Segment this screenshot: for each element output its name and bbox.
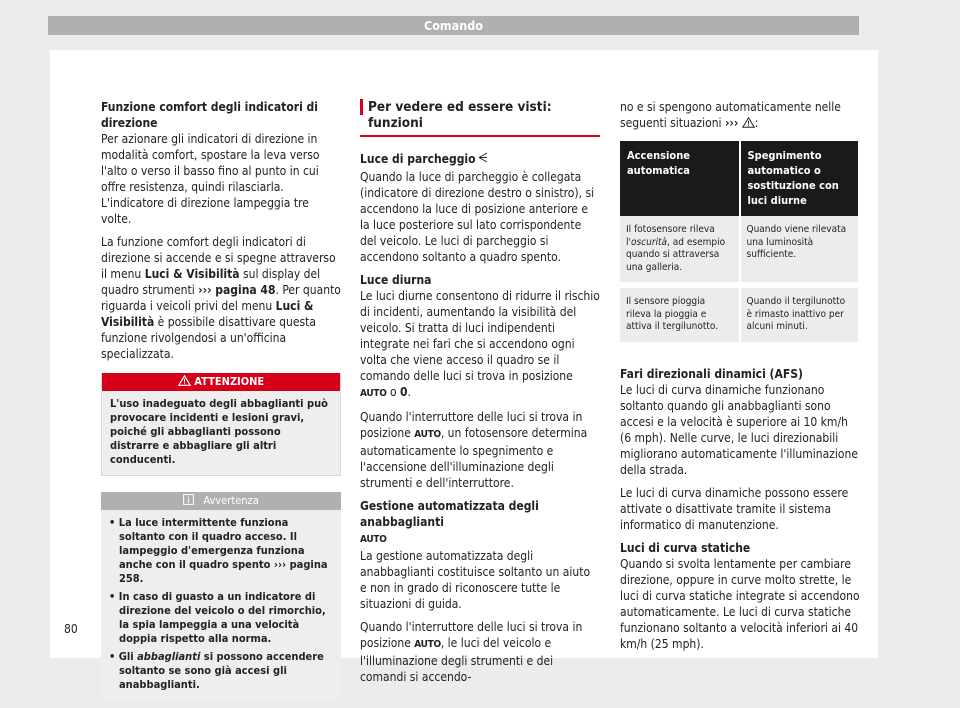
list-item: • Gli abbaglianti si possono accendere soltanto se sono già accesi gli anabbaglianti. xyxy=(109,650,324,691)
text: o xyxy=(386,385,401,399)
text: Il fotosensore rileva l' xyxy=(626,224,715,248)
paragraph: Quando la luce di parcheggio è collegata (indicatore di direzione destro o sinistro), si accendono la luce di posizione anteriore e la luce posteriore sul lato corrispondente del veicolo. Le luci di parcheggio si accendono soltanto a quadro spento. xyxy=(360,170,595,264)
text: : xyxy=(754,116,759,130)
paragraph xyxy=(360,619,600,685)
column-right xyxy=(620,99,860,659)
auto-position-label: AUTO xyxy=(414,639,441,650)
paragraph: Le luci di curva dinamiche funzionano soltanto quando gli anabbaglianti sono accesi e la velocità è superiore ai 10 km/h (6 mph). Nelle curve, le luci direzionabili migliorano automaticamente l'illuminazione della strada. xyxy=(620,382,858,477)
note-box xyxy=(101,492,341,700)
reference-arrows: ››› xyxy=(724,116,739,130)
menu-name: Luci & Visibilità xyxy=(144,267,240,281)
column-middle xyxy=(360,99,600,692)
text: La luce intermittente funziona soltanto con il quadro acceso. Il lampeggio d'emergenza funziona anche con il quadro spento xyxy=(118,516,305,571)
text: no e si spengono automaticamente nelle seguenti situazioni xyxy=(620,100,841,130)
warning-triangle-icon xyxy=(178,375,194,388)
table-header-row xyxy=(620,141,859,216)
table-cell: Quando il tergilunotto è rimasto inattivo per alcuni minuti. xyxy=(740,285,860,345)
table-cell: Quando viene rilevata una luminosità sufficiente. xyxy=(740,216,860,285)
section-title-text: Per vedere ed essere visti: funzioni xyxy=(368,99,552,131)
auto-position-label: AUTO xyxy=(360,534,387,545)
light-conditions-table xyxy=(620,141,860,348)
text: Le luci diurne consentono di ridurre il rischio di incidenti, aumentando la visibilità del veicolo. Si tratta di luci indipendenti integrate nei fari che si accendono ogni volta che viene acceso il quadro se il comando delle luci si trova in posizione xyxy=(360,289,600,383)
page-number: 80 xyxy=(64,622,78,636)
auto-position-label: AUTO xyxy=(414,429,441,440)
text: . xyxy=(407,385,411,399)
paragraph: La gestione automatizzata degli anabbaglianti costituisce soltanto un aiuto e non in grado di riconoscere tutte le situazioni di guida. xyxy=(360,549,591,611)
zero-position-label: 0 xyxy=(400,385,408,399)
text: sul display del quadro strumenti xyxy=(101,267,321,297)
heading-comfort-indicators: Funzione comfort degli indicatori di direzione xyxy=(101,100,318,130)
paragraph: Per azionare gli indicatori di direzione in modalità comfort, spostare la leva verso l'alto o verso il basso fino al punto in cui offre resistenza, quindi rilasciarla. L'indicatore di direzione lampeggia tre volte. xyxy=(101,132,320,226)
info-icon xyxy=(183,494,197,507)
note-title: Avvertenza xyxy=(203,494,259,507)
note-header xyxy=(101,492,341,510)
heading-parking-light xyxy=(360,151,600,167)
column-left xyxy=(101,99,341,700)
text: Gli xyxy=(118,650,138,663)
text: In caso di guasto a un indicatore di direzione del veicolo o del rimorchio, la spia lampeggia a una velocità doppia rispetto alla norma. xyxy=(118,590,326,645)
page-link[interactable]: ››› pagina 48 xyxy=(198,283,276,297)
note-body xyxy=(101,510,341,700)
table-row xyxy=(620,285,859,345)
page-link[interactable]: ››› pagina 258 xyxy=(119,558,328,585)
text: . xyxy=(139,572,144,585)
text: oscurità xyxy=(630,236,668,248)
text: Quando l'interruttore delle luci si trova in posizione xyxy=(360,410,583,440)
paragraph xyxy=(360,409,600,491)
table-cell: Il sensore pioggia rileva la pioggia e attiva il tergilunotto. xyxy=(620,285,740,345)
menu-name: Luci & Visibilità xyxy=(101,299,314,329)
text: . Per quanto riguarda i veicoli privi del menu xyxy=(101,283,341,313)
text: La funzione comfort degli indicatori di direzione si accende e si spegne attraverso il menu xyxy=(101,235,336,281)
paragraph: Quando si svolta lentamente per cambiare direzione, oppure in curve molto strette, le luci di curva statiche integrate si accendono automaticamente. Le luci di curva statiche funzionano soltanto a velocità inferiori ai 40 km/h (25 mph). xyxy=(620,556,860,651)
table-header: Spegnimento automatico o sostituzione con luci diurne xyxy=(740,141,860,216)
text: si possono accendere soltanto se sono già accesi gli anabbaglianti. xyxy=(119,650,324,691)
warning-title: ATTENZIONE xyxy=(194,375,265,388)
table-cell xyxy=(620,216,740,285)
list-item: • In caso di guasto a un indicatore di direzione del veicolo o del rimorchio, la spia lampeggia a una velocità doppia rispetto alla norma. xyxy=(109,590,326,645)
text: , le luci del veicolo e l'illuminazione degli strumenti e dei comandi si accendo- xyxy=(360,636,554,684)
heading-afs: Fari direzionali dinamici (AFS) xyxy=(620,366,803,381)
heading-static-cornering: Luci di curva statiche xyxy=(620,540,751,555)
text: abbaglianti xyxy=(137,650,201,663)
heading-daytime-lights: Luce diurna xyxy=(360,273,432,287)
page-header xyxy=(48,16,859,35)
header-title: Comando xyxy=(423,18,484,33)
text: è possibile disattivare questa funzione rivolgendosi a un'officina specializzata. xyxy=(101,315,316,361)
paragraph: Le luci di curva dinamiche possono essere attivate o disattivate tramite il sistema informatico di manutenzione. xyxy=(620,485,849,532)
text: , un fotosensore determina automaticamente lo spegnimento e l'accensione dell'illuminazione degli strumenti e dell'interruttore. xyxy=(360,426,588,490)
text: Luce di parcheggio xyxy=(360,152,476,166)
auto-position-label: AUTO xyxy=(360,388,387,399)
paragraph xyxy=(620,99,860,131)
text: Quando l'interruttore delle luci si trova in posizione xyxy=(360,620,583,650)
section-title xyxy=(360,99,600,137)
text: Gestione automatizzata degli anabbaglianti xyxy=(360,499,539,529)
table-row xyxy=(620,216,859,285)
paragraph xyxy=(360,288,600,402)
parking-light-icon xyxy=(476,152,489,166)
warning-triangle-icon xyxy=(742,116,755,130)
table-header: Accensione automatica xyxy=(620,141,740,216)
heading-auto-lowbeam xyxy=(360,498,600,548)
paragraph xyxy=(101,234,341,362)
list-item: • La luce intermittente funziona soltanto con il quadro acceso. Il lampeggio d'emergenza funziona anche con il quadro spento ››› pagina 258. xyxy=(109,516,328,585)
text: , ad esempio quando si attraversa una galleria. xyxy=(626,236,726,273)
warning-header xyxy=(102,373,340,391)
warning-box xyxy=(101,373,341,476)
warning-text: L'uso inadeguato degli abbaglianti può provocare incidenti e lesioni gravi, poiché gli abbaglianti possono distrarre e abbagliare gli altri conducenti. xyxy=(102,391,340,475)
